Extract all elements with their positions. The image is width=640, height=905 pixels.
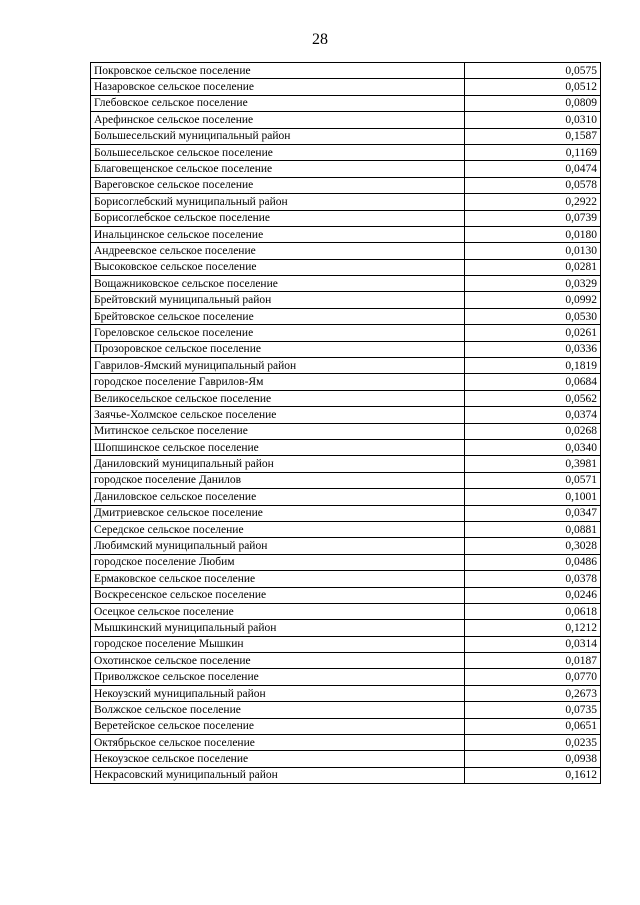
table-row (91, 718, 601, 734)
row-name-cell: Некрасовский муниципальный район (91, 767, 465, 783)
table-row (91, 489, 601, 505)
row-name-cell: Большесельский муниципальный район (91, 128, 465, 144)
row-name-cell: городское поселение Гаврилов-Ям (91, 374, 465, 390)
table-row (91, 669, 601, 685)
row-name-cell: Осецкое сельское поселение (91, 603, 465, 619)
row-name-cell: Воскресенское сельское поселение (91, 587, 465, 603)
row-value-cell: 0,0809 (465, 95, 601, 111)
table-row (91, 603, 601, 619)
row-name-cell: Вощажниковское сельское поселение (91, 276, 465, 292)
table-row (91, 620, 601, 636)
row-name-cell: Волжское сельское поселение (91, 702, 465, 718)
row-value-cell: 0,1612 (465, 767, 601, 783)
row-value-cell: 0,0235 (465, 735, 601, 751)
row-value-cell: 0,0618 (465, 603, 601, 619)
row-value-cell: 0,0268 (465, 423, 601, 439)
row-value-cell: 0,0261 (465, 325, 601, 341)
table-row (91, 292, 601, 308)
row-value-cell: 0,0130 (465, 243, 601, 259)
table-row (91, 702, 601, 718)
row-name-cell: Прозоровское сельское поселение (91, 341, 465, 357)
row-value-cell: 0,0578 (465, 177, 601, 193)
table-row (91, 571, 601, 587)
row-value-cell: 0,0180 (465, 226, 601, 242)
row-name-cell: городское поселение Мышкин (91, 636, 465, 652)
row-name-cell: городское поселение Данилов (91, 472, 465, 488)
table-row (91, 456, 601, 472)
table-row (91, 735, 601, 751)
table-row (91, 538, 601, 554)
table-body (91, 63, 601, 784)
table-row (91, 751, 601, 767)
row-value-cell: 0,1587 (465, 128, 601, 144)
row-value-cell: 0,0281 (465, 259, 601, 275)
row-name-cell: Октябрьское сельское поселение (91, 735, 465, 751)
row-name-cell: Гореловское сельское поселение (91, 325, 465, 341)
row-value-cell: 0,0374 (465, 407, 601, 423)
table-row (91, 341, 601, 357)
table-row (91, 636, 601, 652)
row-value-cell: 0,3981 (465, 456, 601, 472)
row-name-cell: Некоузский муниципальный район (91, 685, 465, 701)
row-name-cell: Охотинское сельское поселение (91, 653, 465, 669)
table-row (91, 358, 601, 374)
table-row (91, 521, 601, 537)
row-name-cell: Высоковское сельское поселение (91, 259, 465, 275)
row-value-cell: 0,3028 (465, 538, 601, 554)
row-value-cell: 0,0651 (465, 718, 601, 734)
row-name-cell: Ермаковское сельское поселение (91, 571, 465, 587)
row-name-cell: Назаровское сельское поселение (91, 79, 465, 95)
row-value-cell: 0,1169 (465, 144, 601, 160)
row-name-cell: Гаврилов-Ямский муниципальный район (91, 358, 465, 374)
table-row (91, 63, 601, 79)
table-row (91, 161, 601, 177)
row-value-cell: 0,1001 (465, 489, 601, 505)
row-value-cell: 0,0474 (465, 161, 601, 177)
row-value-cell: 0,0329 (465, 276, 601, 292)
row-value-cell: 0,0992 (465, 292, 601, 308)
table-row (91, 505, 601, 521)
row-name-cell: Великосельское сельское поселение (91, 390, 465, 406)
row-value-cell: 0,0246 (465, 587, 601, 603)
row-name-cell: Мышкинский муниципальный район (91, 620, 465, 636)
row-value-cell: 0,0530 (465, 308, 601, 324)
table-row (91, 308, 601, 324)
row-name-cell: Середское сельское поселение (91, 521, 465, 537)
table-row (91, 554, 601, 570)
table-row (91, 439, 601, 455)
row-value-cell: 0,0187 (465, 653, 601, 669)
row-name-cell: Глебовское сельское поселение (91, 95, 465, 111)
row-value-cell: 0,0314 (465, 636, 601, 652)
row-value-cell: 0,0340 (465, 439, 601, 455)
row-value-cell: 0,0486 (465, 554, 601, 570)
row-name-cell: Арефинское сельское поселение (91, 112, 465, 128)
table-row (91, 685, 601, 701)
table-row (91, 177, 601, 193)
table-row (91, 374, 601, 390)
row-name-cell: Андреевское сельское поселение (91, 243, 465, 259)
row-value-cell: 0,1819 (465, 358, 601, 374)
row-value-cell: 0,0378 (465, 571, 601, 587)
row-name-cell: Борисоглебское сельское поселение (91, 210, 465, 226)
row-name-cell: Даниловский муниципальный район (91, 456, 465, 472)
table-row (91, 226, 601, 242)
row-value-cell: 0,0336 (465, 341, 601, 357)
data-table (90, 62, 601, 784)
row-name-cell: Благовещенское сельское поселение (91, 161, 465, 177)
row-name-cell: Дмитриевское сельское поселение (91, 505, 465, 521)
table-row (91, 472, 601, 488)
table-row (91, 128, 601, 144)
row-name-cell: Любимский муниципальный район (91, 538, 465, 554)
row-name-cell: Приволжское сельское поселение (91, 669, 465, 685)
row-value-cell: 0,0512 (465, 79, 601, 95)
row-name-cell: Борисоглебский муниципальный район (91, 194, 465, 210)
row-value-cell: 0,0310 (465, 112, 601, 128)
row-value-cell: 0,0575 (465, 63, 601, 79)
table-row (91, 95, 601, 111)
table-row (91, 259, 601, 275)
table-row (91, 407, 601, 423)
row-value-cell: 0,2673 (465, 685, 601, 701)
row-name-cell: Покровское сельское поселение (91, 63, 465, 79)
table-row (91, 767, 601, 783)
table-row (91, 79, 601, 95)
row-name-cell: Вареговское сельское поселение (91, 177, 465, 193)
row-name-cell: Некоузское сельское поселение (91, 751, 465, 767)
row-value-cell: 0,0571 (465, 472, 601, 488)
row-value-cell: 0,0739 (465, 210, 601, 226)
row-name-cell: Брейтовский муниципальный район (91, 292, 465, 308)
row-value-cell: 0,0735 (465, 702, 601, 718)
row-name-cell: Брейтовское сельское поселение (91, 308, 465, 324)
table-row (91, 194, 601, 210)
row-value-cell: 0,0770 (465, 669, 601, 685)
page-number: 28 (312, 31, 328, 48)
table-row (91, 325, 601, 341)
row-value-cell: 0,0881 (465, 521, 601, 537)
row-name-cell: Веретейское сельское поселение (91, 718, 465, 734)
row-name-cell: Митинское сельское поселение (91, 423, 465, 439)
row-value-cell: 0,1212 (465, 620, 601, 636)
table-row (91, 390, 601, 406)
table-row (91, 653, 601, 669)
row-value-cell: 0,0347 (465, 505, 601, 521)
row-name-cell: Даниловское сельское поселение (91, 489, 465, 505)
row-value-cell: 0,0562 (465, 390, 601, 406)
row-name-cell: городское поселение Любим (91, 554, 465, 570)
row-name-cell: Большесельское сельское поселение (91, 144, 465, 160)
table-row (91, 112, 601, 128)
table-row (91, 587, 601, 603)
row-name-cell: Шопшинское сельское поселение (91, 439, 465, 455)
table-row (91, 144, 601, 160)
row-name-cell: Заячье-Холмское сельское поселение (91, 407, 465, 423)
row-value-cell: 0,0684 (465, 374, 601, 390)
table-row (91, 276, 601, 292)
table-row (91, 243, 601, 259)
table-row (91, 423, 601, 439)
table-row (91, 210, 601, 226)
row-value-cell: 0,0938 (465, 751, 601, 767)
row-value-cell: 0,2922 (465, 194, 601, 210)
row-name-cell: Инальцинское сельское поселение (91, 226, 465, 242)
